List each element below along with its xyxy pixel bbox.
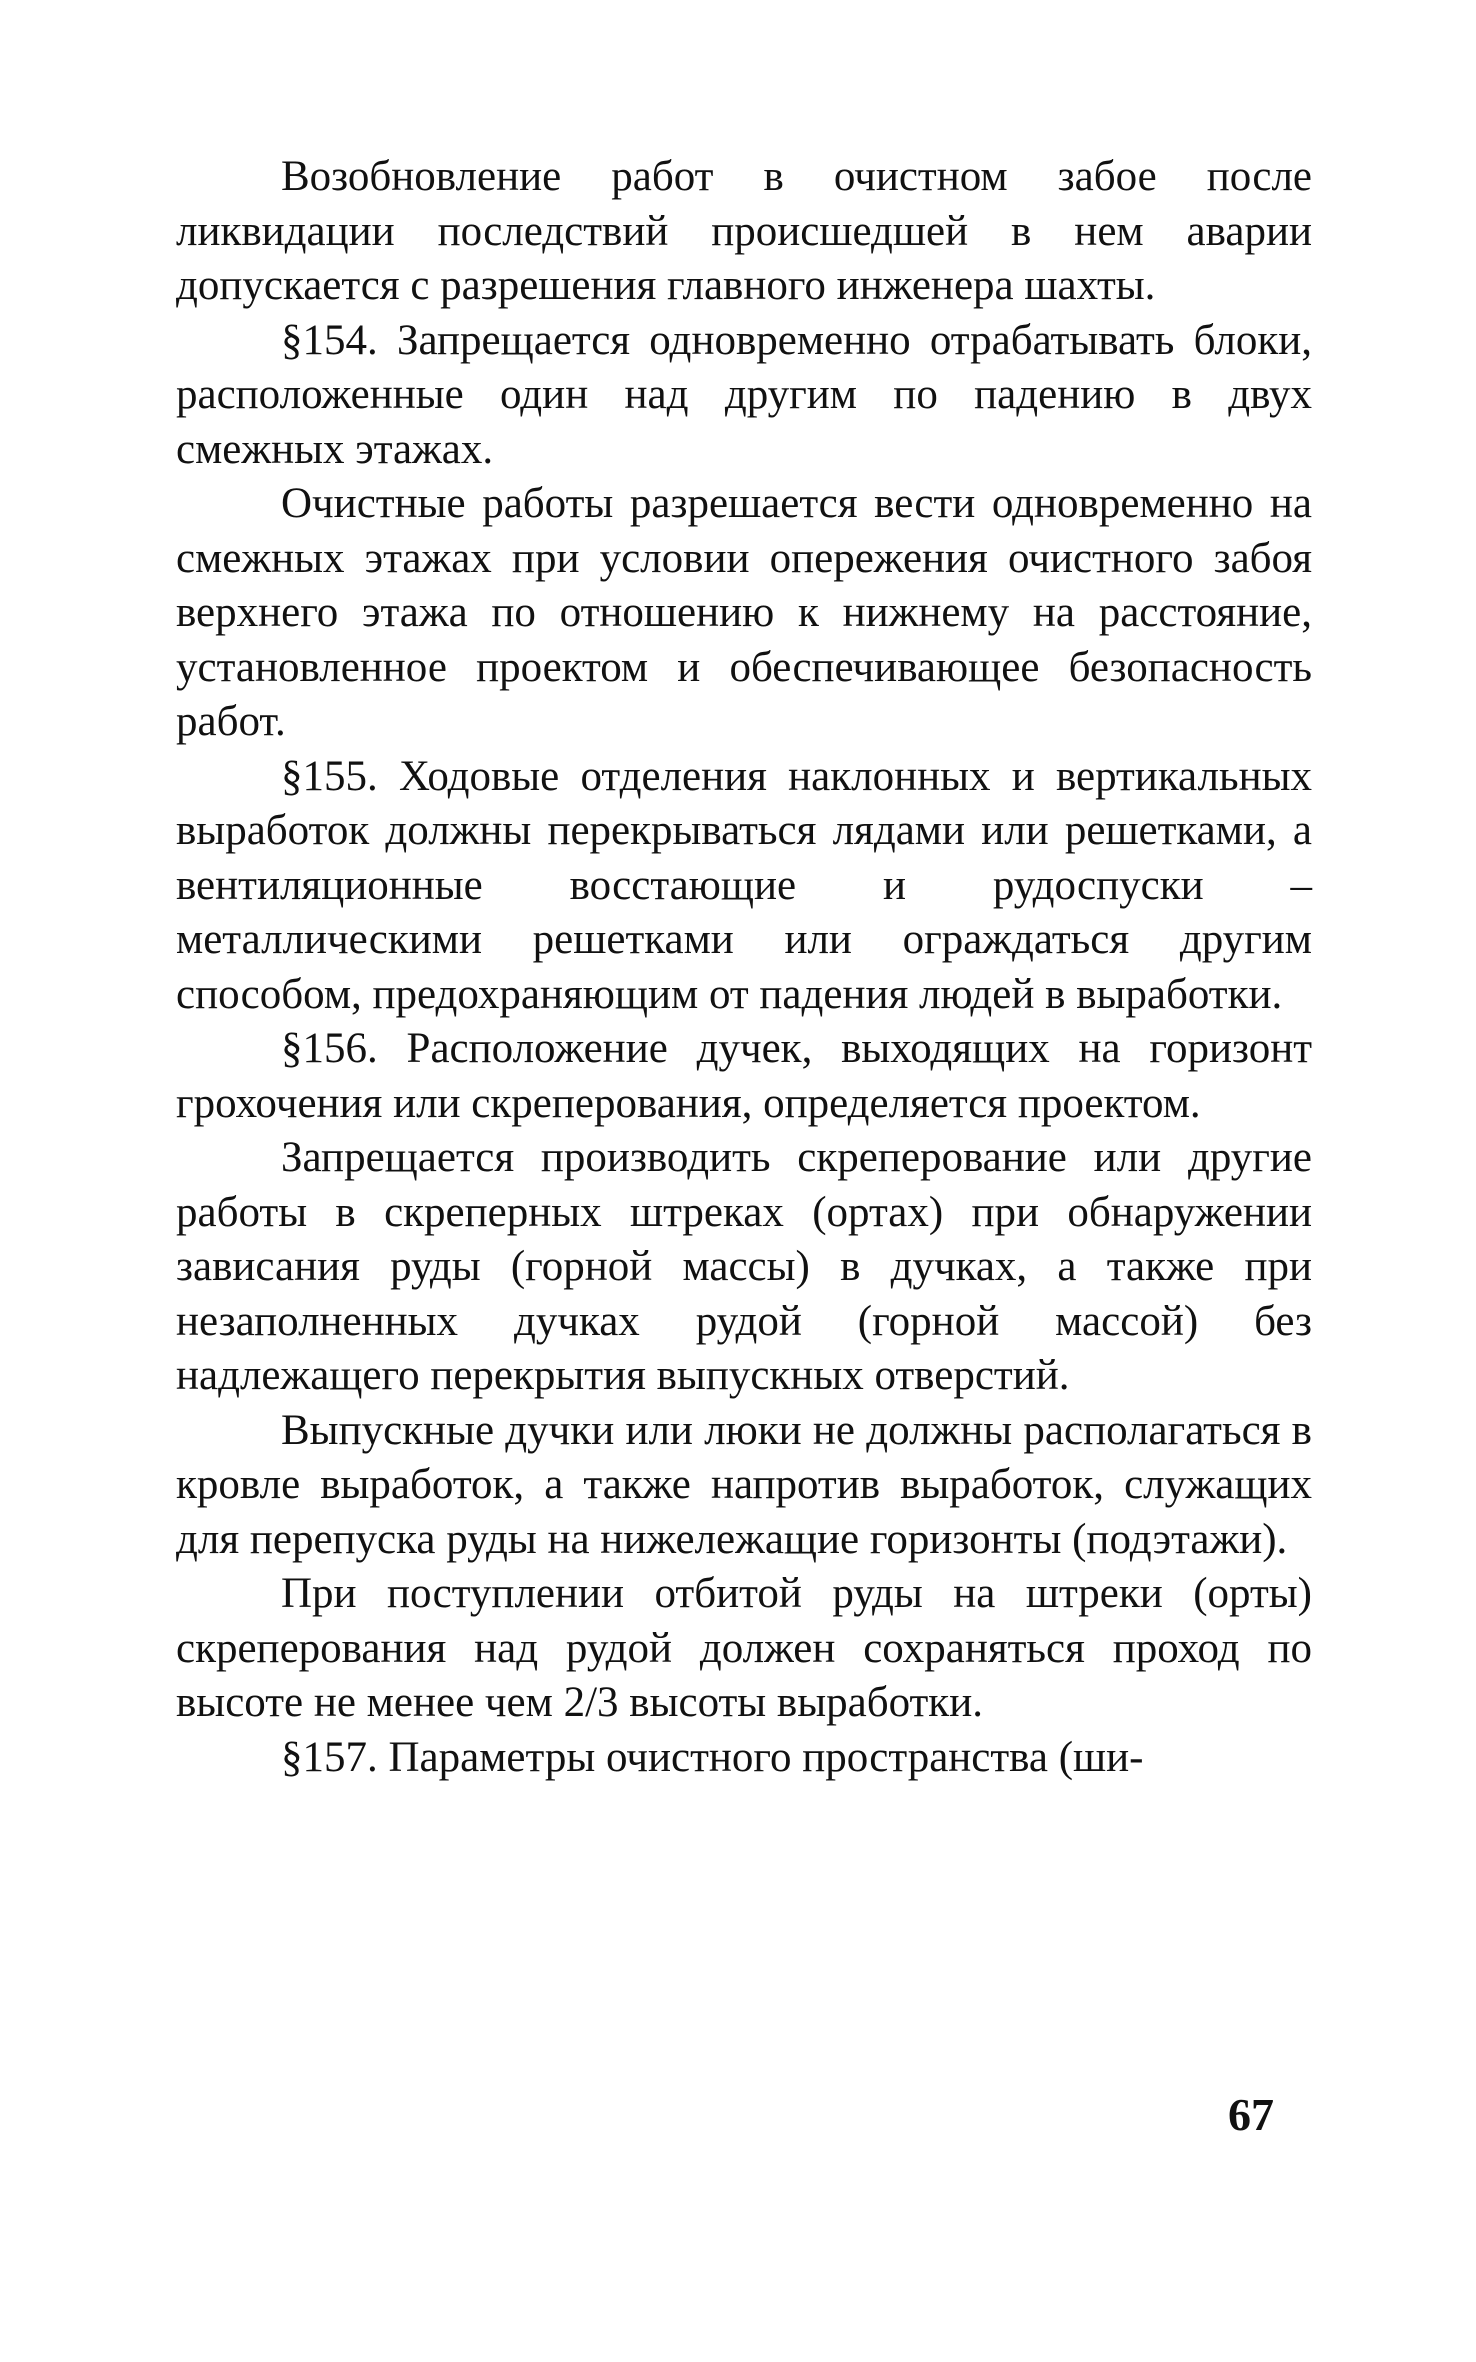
paragraph-simultaneous-works: Очистные работы разрешается вести одновременно на смежных этажах при условии опережения очистного забоя верхнего этажа по отношению к нижнему на расстояние, установленное проектом и обеспечивающее безопасность работ. [176, 480, 1312, 745]
paragraph-scraping-prohibition: Запрещается производить скреперование или другие работы в скреперных штреках (ортах) при обнаружении зависания руды (горной массы) в дучках, а также при незаполненных дучках рудой (горной массой) без надлежащего перекрытия выпускных отверстий. [176, 1134, 1312, 1399]
paragraph-157: §157. Параметры очистного пространства (ши- [281, 1733, 1144, 1781]
paragraph-156: §156. Расположение дучек, выходящих на горизонт грохочения или скреперования, определяется проектом. [176, 1025, 1312, 1127]
body-text [176, 150, 1312, 1785]
document-page [176, 150, 1312, 2260]
paragraph-154: §154. Запрещается одновременно отрабатывать блоки, расположенные один над другим по падению в двух смежных этажах. [176, 316, 1312, 473]
paragraph-155: §155. Ходовые отделения наклонных и вертикальных выработок должны перекрываться лядами или решетками, а вентиляционные восстающие и рудоспуски – металлическими решетками или ограждаться другим способом, предохраняющим от падения людей в выработки. [176, 752, 1312, 1018]
paragraph-chutes: Выпускные дучки или люки не должны располагаться в кровле выработок, а также напротив выработок, служащих для перепуска руды на нижележащие горизонты (подэтажи). [176, 1406, 1312, 1563]
paragraph-resumption: Возобновление работ в очистном забое после ликвидации последствий происшедшей в нем аварии допускается с разрешения главного инженера шахты. [176, 153, 1312, 309]
paragraph-ore-arrival: При поступлении отбитой руды на штреки (орты) скреперования над рудой должен сохраняться проход по высоте не менее чем 2/3 высоты выработки. [176, 1570, 1312, 1726]
page-number: 67 [1228, 2089, 1274, 2140]
